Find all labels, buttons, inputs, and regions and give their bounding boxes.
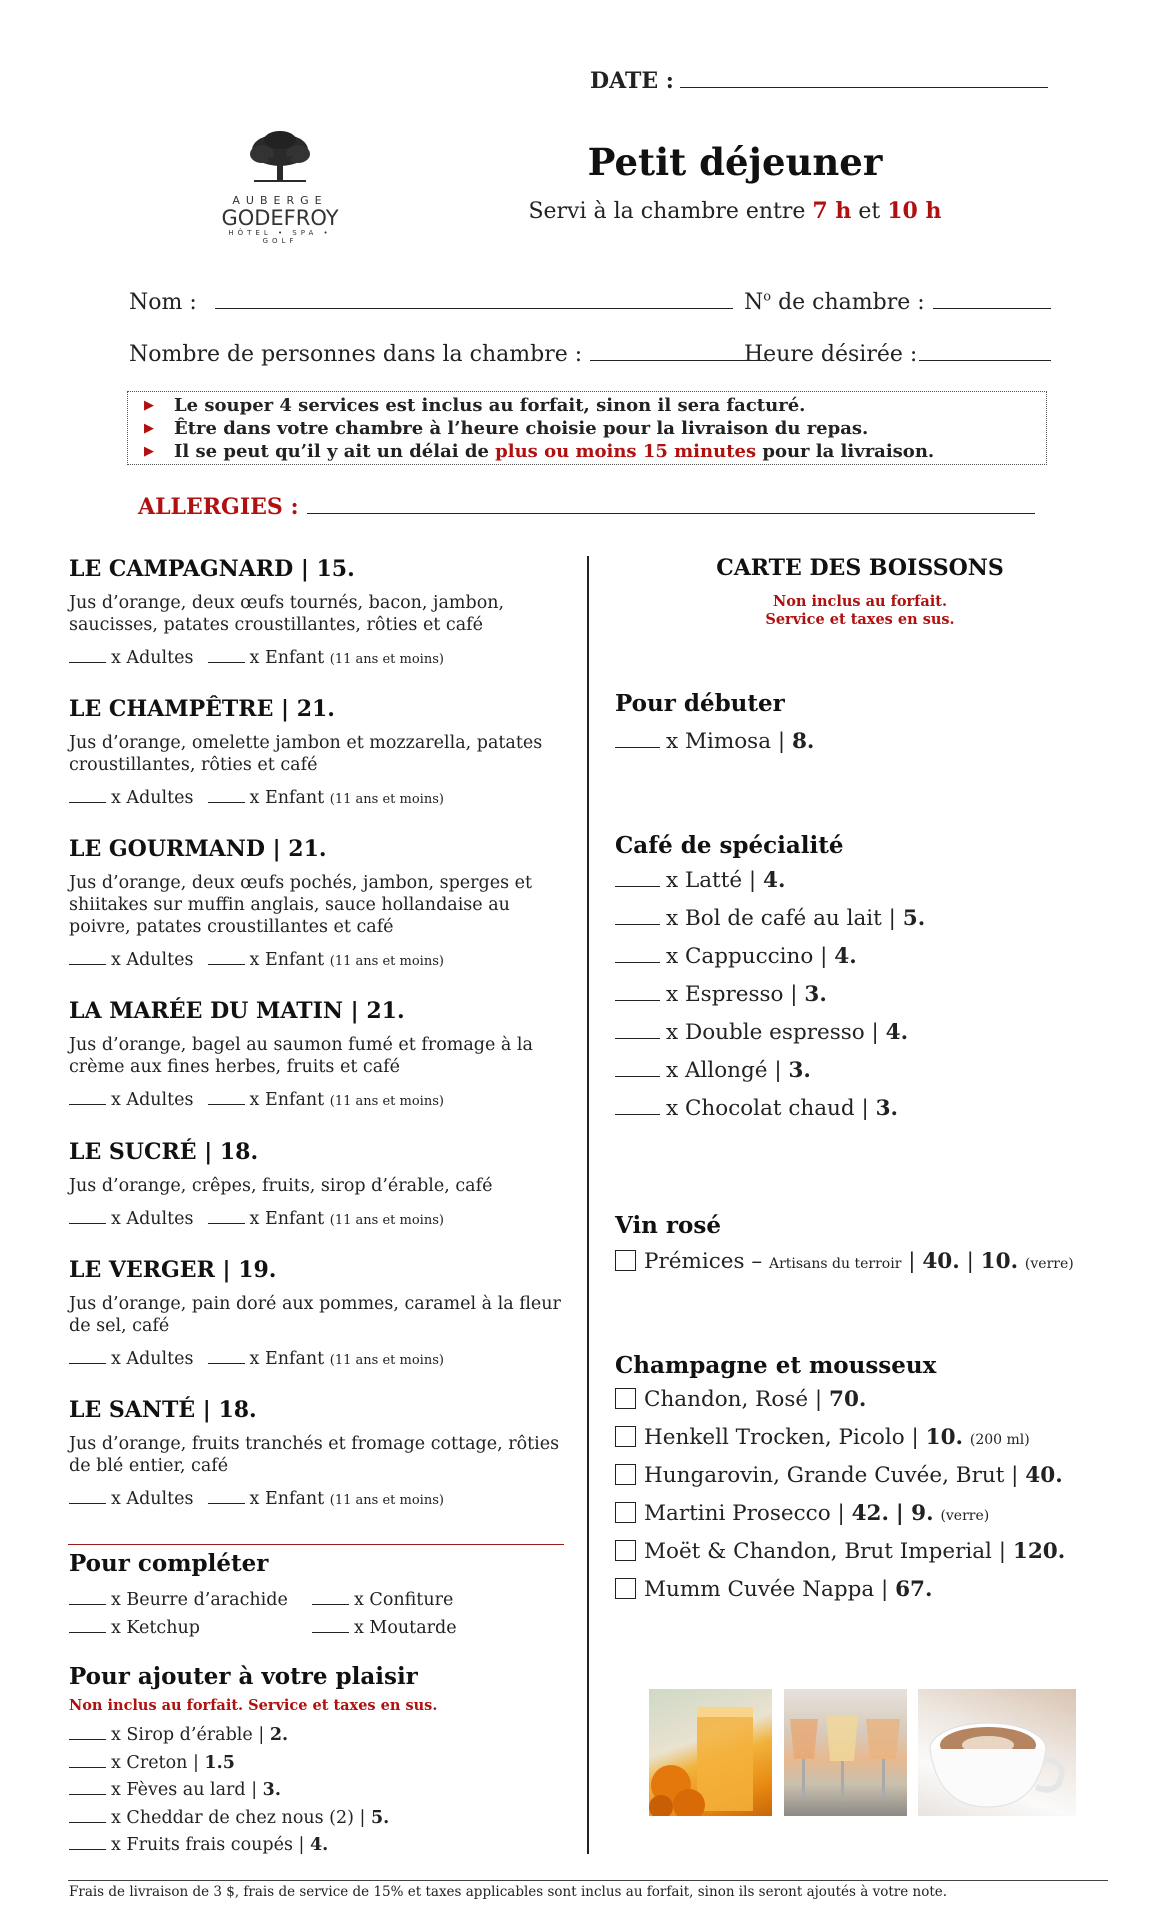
drink-note: (verre) xyxy=(940,1508,990,1524)
dish-description: Jus d’orange, deux œufs tournés, bacon, jambon, saucisses, patates croustillantes, rôties et café xyxy=(69,593,505,635)
plaisir-label: x Cheddar de chez nous (2) | xyxy=(111,1807,366,1828)
completer-label: x Confiture xyxy=(354,1590,454,1610)
service-hours xyxy=(520,198,950,224)
drinks-note-line: Non inclus au forfait. xyxy=(772,593,948,610)
room-label-n: N xyxy=(744,290,764,315)
dish-description: Jus d’orange, fruits tranchés et fromage cottage, rôties de blé entier, café xyxy=(69,1434,560,1476)
dish-order-row[interactable] xyxy=(69,1349,444,1369)
drink-label: x Double espresso | xyxy=(666,1020,879,1045)
champagne-glasses-photo xyxy=(784,1689,907,1816)
child-qty-line[interactable] xyxy=(208,649,245,663)
time-field[interactable] xyxy=(744,341,1051,367)
drink-glass-price: 10. xyxy=(980,1249,1019,1274)
room-input-line[interactable] xyxy=(933,289,1051,309)
dish-order-row[interactable] xyxy=(69,1090,444,1110)
cafe-item[interactable] xyxy=(615,944,857,969)
drink-label: Prémices – xyxy=(644,1249,763,1274)
arrow-bullet-icon: ▶ xyxy=(144,444,154,459)
notice-item xyxy=(144,394,1046,417)
plaisir-price: 4. xyxy=(309,1835,329,1855)
cafe-item[interactable] xyxy=(615,868,785,893)
debuter-title: Pour débuter xyxy=(615,690,785,717)
persons-label: Nombre de personnes dans la chambre : xyxy=(129,342,583,367)
drinks-note xyxy=(610,593,1110,629)
qty-line[interactable] xyxy=(312,1619,349,1633)
champagne-item[interactable] xyxy=(615,1539,1065,1564)
dish-title: LE CAMPAGNARD | 15. xyxy=(69,556,355,582)
checkbox[interactable] xyxy=(615,1426,636,1447)
persons-field[interactable] xyxy=(129,341,766,367)
arrow-bullet-icon: ▶ xyxy=(144,398,154,413)
notice-text: Le souper 4 services est inclus au forfait, sinon il sera facturé. xyxy=(174,395,806,416)
dish-price: 21. xyxy=(288,836,327,862)
coffee-cup-icon xyxy=(918,1689,1076,1816)
plaisir-item[interactable] xyxy=(69,1753,235,1773)
cafe-title: Café de spécialité xyxy=(615,832,844,859)
adults-label: x Adultes xyxy=(111,1209,194,1229)
dish-name: LA MARÉE DU MATIN xyxy=(69,998,344,1024)
qty-line[interactable] xyxy=(615,1022,660,1039)
drink-price: 42. xyxy=(851,1501,889,1526)
time-input-line[interactable] xyxy=(919,341,1051,361)
service-hours-prefix: Servi à la chambre entre xyxy=(528,199,813,224)
qty-line[interactable] xyxy=(69,1726,106,1740)
qty-line[interactable] xyxy=(69,1754,106,1768)
qty-line[interactable] xyxy=(69,1781,106,1795)
dish-title: LE SUCRÉ | 18. xyxy=(69,1139,259,1165)
drink-price: 70. xyxy=(829,1387,867,1412)
dish-price: 15. xyxy=(316,556,355,582)
child-label: x Enfant xyxy=(249,1090,325,1110)
plaisir-label: x Creton | xyxy=(111,1752,199,1773)
dish-order-row[interactable] xyxy=(69,648,444,668)
page-title: Petit déjeuner xyxy=(587,140,883,184)
child-qty-line[interactable] xyxy=(208,1350,245,1364)
allergies-input-line[interactable] xyxy=(307,492,1035,514)
drink-price: 120. xyxy=(1012,1539,1066,1564)
qty-line[interactable] xyxy=(69,1591,106,1605)
qty-line[interactable] xyxy=(312,1591,349,1605)
drink-label: Mumm Cuvée Nappa | xyxy=(644,1577,889,1602)
completer-item-ketchup[interactable] xyxy=(69,1618,200,1638)
qty-line[interactable] xyxy=(69,1809,106,1823)
logo xyxy=(215,130,345,245)
child-label: x Enfant xyxy=(249,950,325,970)
drink-note: (200 ml) xyxy=(969,1432,1030,1448)
adults-qty-line[interactable] xyxy=(69,1091,106,1105)
drink-label: Henkell Trocken, Picolo | xyxy=(644,1425,919,1450)
drink-label: x Latté | xyxy=(666,868,757,893)
child-label: x Enfant xyxy=(249,1349,325,1369)
name-field[interactable] xyxy=(129,289,733,315)
drink-price: 40. xyxy=(922,1249,960,1274)
checkbox[interactable] xyxy=(615,1464,636,1485)
plaisir-price: 5. xyxy=(371,1807,390,1828)
adults-label: x Adultes xyxy=(111,788,194,808)
adults-label: x Adultes xyxy=(111,1489,194,1509)
child-age-note: (11 ans et moins) xyxy=(329,1353,444,1368)
champagne-item[interactable] xyxy=(615,1577,933,1602)
completer-item-beurre[interactable] xyxy=(69,1590,288,1610)
checkbox[interactable] xyxy=(615,1540,636,1561)
time-label: Heure désirée : xyxy=(744,342,918,367)
drink-label: x Cappuccino | xyxy=(666,944,828,969)
date-input-line[interactable] xyxy=(680,68,1048,88)
section-divider xyxy=(68,1544,564,1545)
drink-price: 3. xyxy=(788,1058,811,1083)
child-age-note: (11 ans et moins) xyxy=(329,652,444,667)
drink-label: x Espresso | xyxy=(666,982,798,1007)
dish-title: LA MARÉE DU MATIN | 21. xyxy=(69,998,405,1024)
plaisir-price: 1.5 xyxy=(204,1752,235,1773)
adults-qty-line[interactable] xyxy=(69,1350,106,1364)
notice-text-red: plus ou moins 15 minutes xyxy=(495,441,757,462)
cafe-item[interactable] xyxy=(615,1020,908,1045)
drink-price: 4. xyxy=(834,944,857,969)
drink-price: 3. xyxy=(875,1096,899,1121)
champagne-item[interactable] xyxy=(615,1463,1063,1488)
room-field[interactable] xyxy=(744,289,1051,315)
drink-label: x Chocolat chaud | xyxy=(666,1096,869,1121)
adults-label: x Adultes xyxy=(111,1090,194,1110)
drinks-title: CARTE DES BOISSONS xyxy=(716,555,1004,581)
drink-price: 67. xyxy=(895,1577,933,1602)
tree-icon xyxy=(248,130,312,186)
drink-label: x Mimosa | xyxy=(666,729,786,754)
logo-text-godefroy: GODEFROY xyxy=(221,206,339,230)
champagne-item[interactable] xyxy=(615,1501,989,1526)
child-label: x Enfant xyxy=(249,1489,325,1509)
adults-qty-line[interactable] xyxy=(69,1210,106,1224)
dish-price: 19. xyxy=(238,1257,277,1283)
child-qty-line[interactable] xyxy=(208,1210,245,1224)
drink-label: Moët & Chandon, Brut Imperial | xyxy=(644,1539,1007,1564)
dish-description: Jus d’orange, crêpes, fruits, sirop d’érable, café xyxy=(69,1176,493,1196)
logo-text-tagline: HÔTEL • SPA • GOLF xyxy=(228,229,332,245)
champagne-item[interactable] xyxy=(615,1425,1030,1450)
completer-label: x Ketchup xyxy=(111,1618,200,1638)
date-field[interactable] xyxy=(590,68,1048,94)
qty-line[interactable] xyxy=(615,984,660,1001)
dish-order-row[interactable] xyxy=(69,1489,444,1509)
completer-item-confiture[interactable] xyxy=(312,1590,453,1610)
qty-line[interactable] xyxy=(615,946,660,963)
dish-name: LE CAMPAGNARD xyxy=(69,556,294,582)
name-label: Nom : xyxy=(129,290,197,315)
allergies-label: ALLERGIES : xyxy=(138,494,299,520)
adults-qty-line[interactable] xyxy=(69,789,106,803)
orange-juice-icon xyxy=(649,1689,772,1816)
coffee-cup-photo xyxy=(918,1689,1076,1816)
cafe-item[interactable] xyxy=(615,906,925,931)
plaisir-label: x Fruits frais coupés | xyxy=(111,1835,305,1855)
cafe-item[interactable] xyxy=(615,1058,811,1083)
dish-price: 18. xyxy=(218,1397,257,1423)
drink-price: 4. xyxy=(885,1020,909,1045)
arrow-bullet-icon: ▶ xyxy=(144,421,154,436)
adults-label: x Adultes xyxy=(111,648,194,668)
date-label: DATE : xyxy=(590,68,674,94)
notice-item xyxy=(144,440,1046,463)
dish-order-row[interactable] xyxy=(69,788,444,808)
notice-item xyxy=(144,417,1046,440)
completer-label: x Moutarde xyxy=(354,1618,457,1638)
child-qty-line[interactable] xyxy=(208,1091,245,1105)
champagne-title: Champagne et mousseux xyxy=(615,1352,937,1379)
dish-title: LE VERGER | 19. xyxy=(69,1257,277,1283)
child-qty-line[interactable] xyxy=(208,951,245,965)
child-label: x Enfant xyxy=(249,648,325,668)
child-qty-line[interactable] xyxy=(208,789,245,803)
champagne-glasses-icon xyxy=(784,1689,907,1816)
dish-price: 21. xyxy=(366,998,405,1024)
service-hours-mid: et xyxy=(851,199,888,224)
column-divider xyxy=(587,556,589,1854)
dish-description: Jus d’orange, deux œufs pochés, jambon, sperges et shiitakes sur muffin anglais, sauce hollandaise au poivre, patates croustillantes et café xyxy=(69,873,532,937)
cafe-item[interactable] xyxy=(615,982,827,1007)
rose-title: Vin rosé xyxy=(615,1212,721,1239)
plaisir-label: x Sirop d’érable | xyxy=(111,1725,265,1745)
room-label xyxy=(744,290,925,315)
child-age-note: (11 ans et moins) xyxy=(329,1094,444,1109)
plaisir-item[interactable] xyxy=(69,1725,288,1745)
completer-label: x Beurre d’arachide xyxy=(111,1590,288,1610)
dish-description: Jus d’orange, omelette jambon et mozzarella, patates croustillantes, rôties et café xyxy=(69,733,543,775)
dish-name: LE SANTÉ xyxy=(69,1397,196,1423)
drink-mimosa[interactable] xyxy=(615,729,814,754)
adults-label: x Adultes xyxy=(111,950,194,970)
checkbox[interactable] xyxy=(615,1502,636,1523)
completer-item-moutarde[interactable] xyxy=(312,1618,457,1638)
plaisir-item[interactable] xyxy=(69,1780,281,1800)
adults-label: x Adultes xyxy=(111,1349,194,1369)
qty-line[interactable] xyxy=(615,870,660,887)
cafe-item[interactable] xyxy=(615,1096,898,1121)
dish-price: 18. xyxy=(219,1139,259,1165)
drink-price: 3. xyxy=(804,982,827,1007)
qty-line[interactable] xyxy=(615,1098,660,1115)
drink-separator: | xyxy=(908,1249,916,1274)
dish-description: Jus d’orange, pain doré aux pommes, caramel à la fleur de sel, café xyxy=(69,1294,561,1336)
child-age-note: (11 ans et moins) xyxy=(329,792,444,807)
dish-order-row[interactable] xyxy=(69,950,444,970)
qty-line[interactable] xyxy=(69,1619,106,1633)
checkbox[interactable] xyxy=(615,1388,636,1409)
notice-text: Être dans votre chambre à l’heure choisie pour la livraison du repas. xyxy=(174,418,869,439)
plaisir-item[interactable] xyxy=(69,1808,389,1828)
drink-premices[interactable] xyxy=(615,1249,1074,1274)
drink-price: 8. xyxy=(791,729,815,754)
child-age-note: (11 ans et moins) xyxy=(329,1493,444,1508)
drink-separator: | xyxy=(966,1249,974,1274)
dish-title: LE CHAMPÊTRE | 21. xyxy=(69,696,335,722)
dish-name: LE GOURMAND xyxy=(69,836,265,862)
notice-text: pour la livraison. xyxy=(756,441,935,462)
dish-name: LE SUCRÉ xyxy=(69,1139,197,1165)
drink-label: Martini Prosecco | xyxy=(644,1501,845,1526)
footer-note: Frais de livraison de 3 $, frais de service de 15% et taxes applicables sont inclus au forfait, sinon ils seront ajoutés à votre note. xyxy=(69,1884,948,1900)
dish-title: LE SANTÉ | 18. xyxy=(69,1397,257,1423)
plaisir-price: 3. xyxy=(262,1780,281,1800)
logo-text-auberge: AUBERGE xyxy=(232,194,328,207)
qty-line[interactable] xyxy=(615,731,660,748)
plaisir-note: Non inclus au forfait. Service et taxes en sus. xyxy=(69,1697,438,1714)
checkbox[interactable] xyxy=(615,1578,636,1599)
drink-note: (verre) xyxy=(1024,1256,1074,1272)
checkbox[interactable] xyxy=(615,1250,636,1271)
drink-glass-price: | 9. xyxy=(895,1501,934,1526)
drink-label: x Allongé | xyxy=(666,1058,782,1083)
adults-qty-line[interactable] xyxy=(69,1490,106,1504)
notice-text: Il se peut qu’il y ait un délai de xyxy=(174,441,496,462)
allergies-field[interactable] xyxy=(138,492,1035,520)
child-age-note: (11 ans et moins) xyxy=(329,1213,444,1228)
plaisir-label: x Fèves au lard | xyxy=(111,1780,258,1800)
completer-title: Pour compléter xyxy=(69,1550,269,1577)
qty-line[interactable] xyxy=(69,1836,106,1850)
dish-description: Jus d’orange, bagel au saumon fumé et fromage à la crème aux fines herbes, fruits et café xyxy=(69,1035,533,1077)
drink-label: Hungarovin, Grande Cuvée, Brut | xyxy=(644,1463,1019,1488)
plaisir-price: 2. xyxy=(269,1725,289,1745)
service-end: 10 h xyxy=(887,198,942,224)
qty-line[interactable] xyxy=(615,1060,660,1077)
adults-qty-line[interactable] xyxy=(69,951,106,965)
qty-line[interactable] xyxy=(615,908,660,925)
drink-label: x Bol de café au lait | xyxy=(666,906,896,931)
room-label-sup: o xyxy=(763,289,772,305)
plaisir-title: Pour ajouter à votre plaisir xyxy=(69,1663,418,1690)
drink-price: 10. xyxy=(925,1425,964,1450)
persons-input-line[interactable] xyxy=(590,341,766,361)
drink-price: 4. xyxy=(762,868,786,893)
dish-price: 21. xyxy=(296,696,335,722)
child-label: x Enfant xyxy=(249,1209,325,1229)
plaisir-item[interactable] xyxy=(69,1835,328,1855)
drink-price: 40. xyxy=(1025,1463,1063,1488)
dish-order-row[interactable] xyxy=(69,1209,444,1229)
child-qty-line[interactable] xyxy=(208,1490,245,1504)
champagne-item[interactable] xyxy=(615,1387,866,1412)
adults-qty-line[interactable] xyxy=(69,649,106,663)
dish-title: LE GOURMAND | 21. xyxy=(69,836,327,862)
drink-price: 5. xyxy=(902,906,926,931)
drink-label: Chandon, Rosé | xyxy=(644,1387,823,1412)
room-label-rest: de chambre : xyxy=(771,290,925,315)
child-label: x Enfant xyxy=(249,788,325,808)
drink-producer: Artisans du terroir xyxy=(768,1256,902,1272)
dish-name: LE CHAMPÊTRE xyxy=(69,696,274,722)
child-age-note: (11 ans et moins) xyxy=(329,954,444,969)
service-start: 7 h xyxy=(812,198,852,224)
dish-name: LE VERGER xyxy=(69,1257,215,1283)
orange-juice-photo xyxy=(649,1689,772,1816)
name-input-line[interactable] xyxy=(215,289,733,309)
drinks-note-line: Service et taxes en sus. xyxy=(765,611,955,628)
notice-box xyxy=(127,391,1047,465)
footer-divider xyxy=(68,1880,1108,1881)
